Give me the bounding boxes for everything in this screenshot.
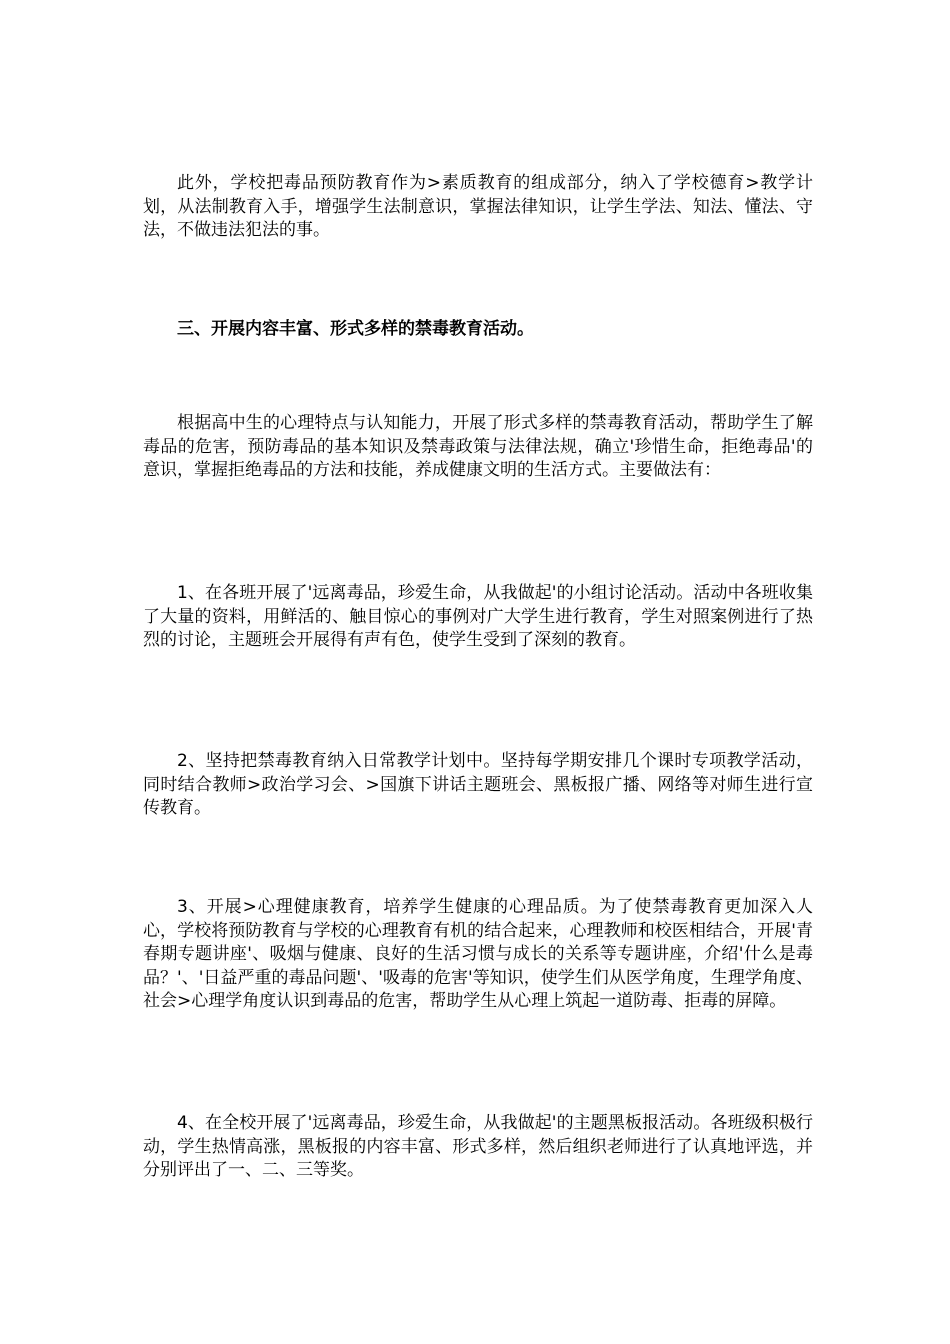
paragraph-legal-education: 此外，学校把毒品预防教育作为>素质教育的组成部分，纳入了学校德育>教学计划，从法制教育入手，增强学生法制意识，掌握法律知识，让学生学法、知法、懂法、守法，不做违法犯法的事。 xyxy=(143,173,813,240)
list-item-1: 1、在各班开展了'远离毒品，珍爱生命，从我做起'的小组讨论活动。活动中各班收集了大量的资料，用鲜活的、触目惊心的事例对广大学生进行教育，学生对照案例进行了热烈的讨论，主题班会开展得有声有色，使学生受到了深刻的教育。 xyxy=(143,583,813,650)
list-item-4: 4、在全校开展了'远离毒品，珍爱生命，从我做起'的主题黑板报活动。各班级积极行动，学生热情高涨，黑板报的内容丰富、形式多样，然后组织老师进行了认真地评选，并分别评出了一、二、三等奖。 xyxy=(143,1113,813,1180)
paragraph-activities-intro: 根据高中生的心理特点与认知能力，开展了形式多样的禁毒教育活动，帮助学生了解毒品的危害，预防毒品的基本知识及禁毒政策与法律法规，确立'珍惜生命，拒绝毒品'的意识，掌握拒绝毒品的方法和技能，养成健康文明的生活方式。主要做法有： xyxy=(143,413,813,480)
section-heading-three: 三、开展内容丰富、形式多样的禁毒教育活动。 xyxy=(177,319,534,339)
list-item-2: 2、坚持把禁毒教育纳入日常教学计划中。坚持每学期安排几个课时专项教学活动，同时结合教师>政治学习会、>国旗下讲话主题班会、黑板报广播、网络等对师生进行宣传教育。 xyxy=(143,751,813,818)
list-item-3: 3、开展>心理健康教育，培养学生健康的心理品质。为了使禁毒教育更加深入人心，学校将预防教育与学校的心理教育有机的结合起来，心理教师和校医相结合，开展'青春期专题讲座'、吸烟与健康、良好的生活习惯与成长的关系等专题讲座，介绍'什么是毒品？'、'日益严重的毒品问题'、'吸毒的危害'等知识，使学生们从医学角度，生理学角度、社会>心理学角度认识到毒品的危害，帮助学生从心理上筑起一道防毒、拒毒的屏障。 xyxy=(143,897,813,1011)
